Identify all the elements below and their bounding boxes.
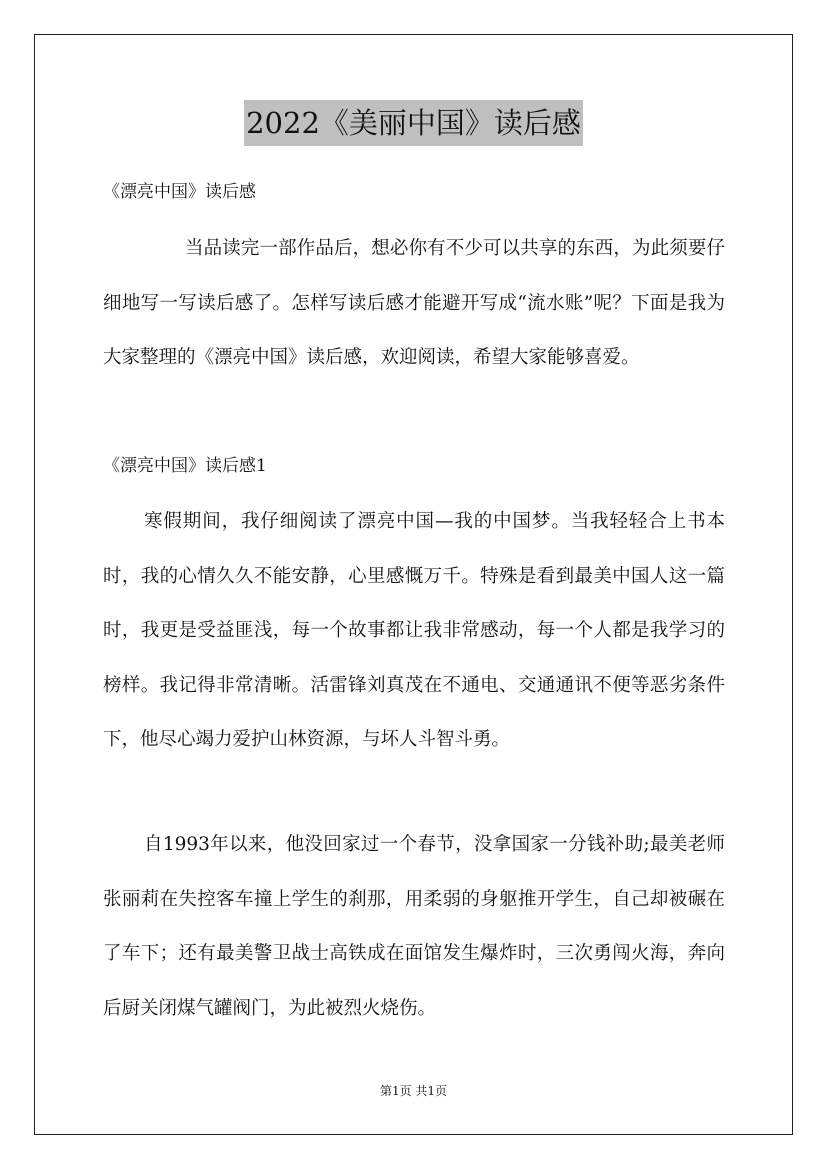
document-title: 2022《美丽中国》读后感 (244, 100, 583, 146)
body-paragraph-2: 自1993年以来，他没回家过一个春节，没拿国家一分钱补助;最美老师张丽莉在失控客车撞上学生的刹那，用柔弱的身躯推开学生，自己却被碾在了车下；还有最美警卫战士高铁成在面馆发生爆炸时，三次勇闯火海，奔向后厨关闭煤气罐阀门，为此被烈火烧伤。 (103, 834, 725, 1019)
intro-paragraph: 当品读完一部作品后，想必你有不少可以共享的东西，为此须要仔细地写一写读后感了。怎样写读后感才能避开写成“流水账”呢？下面是我为大家整理的《漂亮中国》读后感，欢迎阅读，希望大家能够喜爱。 (103, 238, 725, 368)
subheading-1: 《漂亮中国》读后感 (103, 182, 256, 202)
title-container (0, 100, 827, 146)
subheading-2: 《漂亮中国》读后感1 (103, 456, 267, 476)
page-number-footer: 第1页 共1页 (379, 1084, 448, 1098)
body-paragraph-1: 寒假期间，我仔细阅读了漂亮中国—我的中国梦。当我轻轻合上书本时，我的心情久久不能安静，心里感慨万千。特殊是看到最美中国人这一篇时，我更是受益匪浅，每一个故事都让我非常感动，每一个人都是我学习的榜样。我记得非常清晰。活雷锋刘真茂在不通电、交通通讯不便等恶劣条件下，他尽心竭力爱护山林资源，与坏人斗智斗勇。 (103, 511, 725, 750)
